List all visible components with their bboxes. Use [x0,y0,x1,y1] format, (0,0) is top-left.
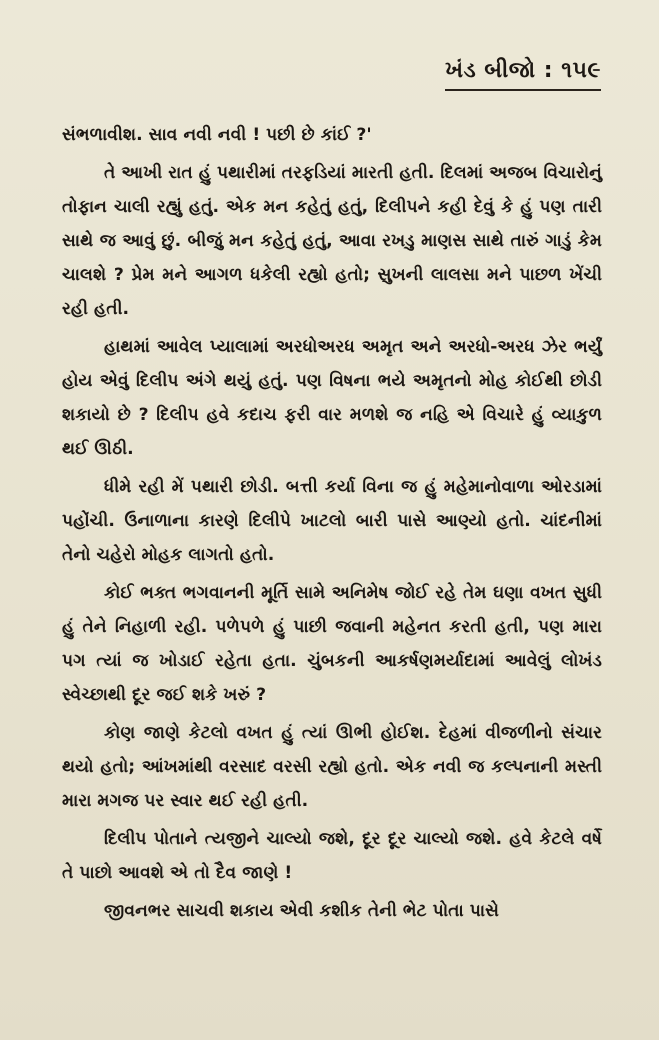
paragraph: કોણ જાણે કેટલો વખત હું ત્યાં ઊભી હોઈશ. દેહમાં વીજળીનો સંચાર થયો હતો; આંખમાંથી વરસાદ વરસી રહ્યો હતો. એક નવી જ કલ્પનાની મસ્તી મારા મગજ પર સ્વાર થઈ રહી હતી. [62,723,602,811]
paragraph: જીવનભર સાચવી શકાય એવી કશીક તેની ભેટ પોતા પાસે [104,901,499,921]
page-header: ખંડ બીજો : ૧૫૯ [445,58,601,91]
paragraph-continuation: સંભળાવીશ. સાવ નવી નવી ! પછી છે કાંઈ ?' [62,125,372,145]
paragraph: તે આખી રાત હું પથારીમાં તરફડિયાં મારતી હતી. દિલમાં અજબ વિચારોનું તોફાન ચાલી રહ્યું હતું. એક મન કહેતું હતું, દિલીપને કહી દેવું કે હું પણ તારી સાથે જ આવું છું. બીજું મન કહેતું હતું, આવા રખડુ માણસ સાથે તારું ગાડું કેમ ચાલશે ? પ્રેમ મને આગળ ધકેલી રહ્યો હતો; સુખની લાલસા મને પાછળ ખેંચી રહી હતી. [62,163,602,319]
page-body [62,118,602,932]
paragraph: દિલીપ પોતાને ત્યજીને ચાલ્યો જશે, દૂર દૂર ચાલ્યો જશે. હવે કેટલે વર્ષે તે પાછો આવશે એ તો દૈવ જાણે ! [62,829,602,883]
paragraph: ધીમે રહી મેં પથારી છોડી. બત્તી કર્યા વિના જ હું મહેમાનોવાળા ઓરડામાં પહોંચી. ઉનાળાના કારણે દિલીપે ખાટલો બારી પાસે આણ્યો હતો. ચાંદનીમાં તેનો ચહેરો મોહક લાગતો હતો. [62,477,602,565]
paragraph: કોઈ ભક્ત ભગવાનની મૂર્તિ સામે અનિમેષ જોઈ રહે તેમ ઘણા વખત સુધી હું તેને નિહાળી રહી. પળેપળે હું પાછી જવાની મહેનત કરતી હતી, પણ મારા પગ ત્યાં જ ખોડાઈ રહેતા હતા. ચુંબકની આકર્ષણમર્યાદામાં આવેલું લોખંડ સ્વેચ્છાથી દૂર જઈ શકે ખરું ? [62,583,602,705]
paragraph: હાથમાં આવેલ પ્યાલામાં અરધોઅરધ અમૃત અને અરધો-અરધ ઝેર ભર્યું હોય એવું દિલીપ અંગે થયું હતું. પણ વિષના ભયે અમૃતનો મોહ કોઈથી છોડી શકાયો છે ? દિલીપ હવે કદાચ ફરી વાર મળશે જ નહિ એ વિચારે હું વ્યાકુળ થઈ ઊઠી. [62,337,602,459]
